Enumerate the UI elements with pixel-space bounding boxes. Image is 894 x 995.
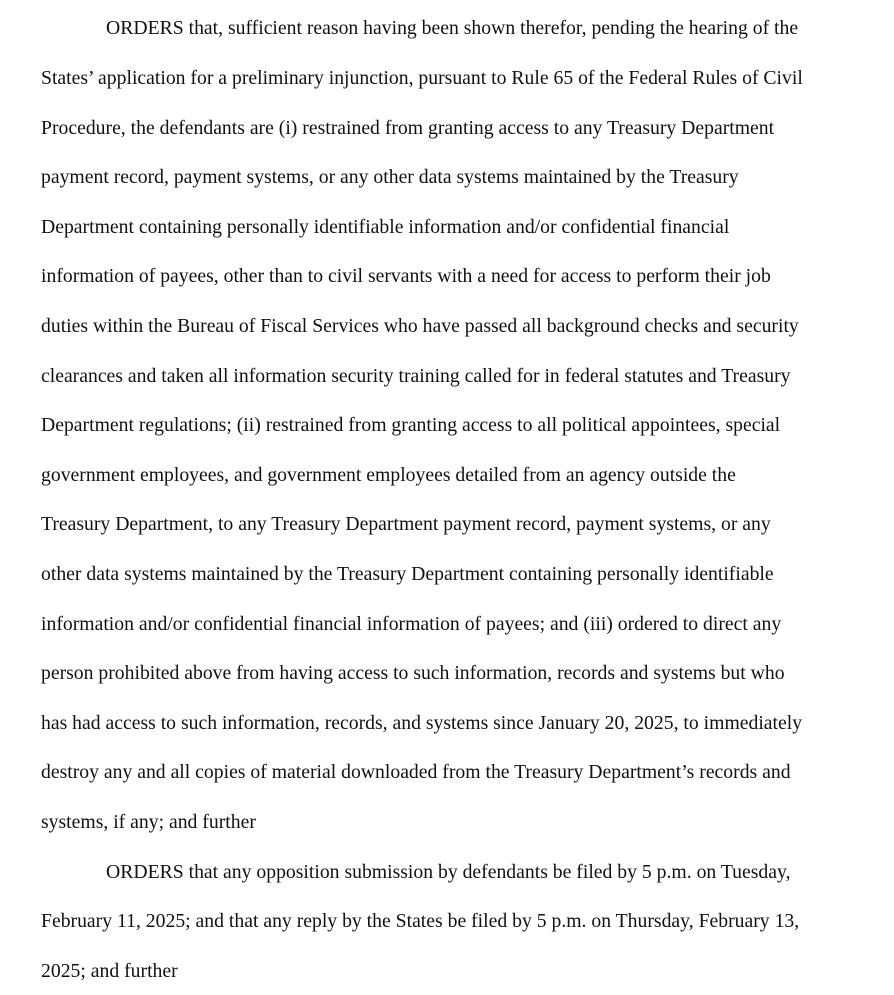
paragraph-1-line-17: systems, if any; and further <box>41 811 256 833</box>
paragraph-1-line-2: States’ application for a preliminary injunction, pursuant to Rule 65 of the Federal Rules of Civil <box>41 67 803 89</box>
paragraph-1-line-14: person prohibited above from having access to such information, records and systems but who <box>41 662 785 684</box>
paragraph-1-line-13: information and/or confidential financial information of payees; and (iii) ordered to direct any <box>41 613 782 635</box>
paragraph-2-line-3: 2025; and further <box>41 960 178 982</box>
paragraph-2-line-2: February 11, 2025; and that any reply by the States be filed by 5 p.m. on Thursday, February 13, <box>41 910 800 932</box>
paragraph-1-line-9: Department regulations; (ii) restrained from granting access to all political appointees, special <box>41 414 781 436</box>
paragraph-1-line-5: Department containing personally identifiable information and/or confidential financial <box>41 216 730 238</box>
paragraph-1-line-12: other data systems maintained by the Treasury Department containing personally identifiable <box>41 563 774 585</box>
paragraph-1-line-11: Treasury Department, to any Treasury Department payment record, payment systems, or any <box>41 513 771 535</box>
paragraph-1-line-10: government employees, and government employees detailed from an agency outside the <box>41 464 736 486</box>
paragraph-1-line-15: has had access to such information, records, and systems since January 20, 2025, to immediately <box>41 712 803 734</box>
paragraph-1-line-1: ORDERS that, sufficient reason having been shown therefor, pending the hearing of the <box>106 17 799 39</box>
paragraph-1-line-3: Procedure, the defendants are (i) restrained from granting access to any Treasury Department <box>41 117 775 139</box>
paragraph-2-line-1: ORDERS that any opposition submission by defendants be filed by 5 p.m. on Tuesday, <box>106 861 791 883</box>
paragraph-1-line-8: clearances and taken all information security training called for in federal statutes and Treasury <box>41 365 791 387</box>
paragraph-1-line-16: destroy any and all copies of material downloaded from the Treasury Department’s records and <box>41 761 791 783</box>
paragraph-1-line-7: duties within the Bureau of Fiscal Services who have passed all background checks and security <box>41 315 799 337</box>
paragraph-1-line-4: payment record, payment systems, or any other data systems maintained by the Treasury <box>41 166 739 188</box>
paragraph-1-line-6: information of payees, other than to civil servants with a need for access to perform their job <box>41 265 771 287</box>
